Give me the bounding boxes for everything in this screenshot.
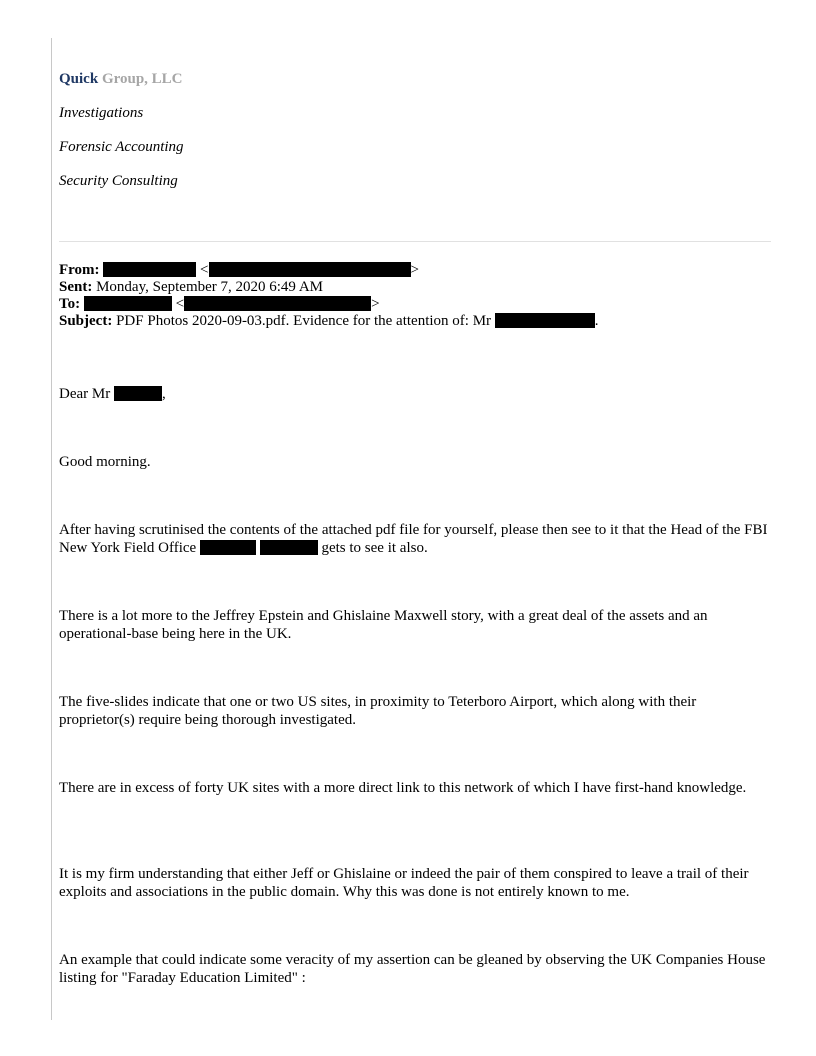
left-margin-rule: [51, 38, 52, 1020]
redacted-head-first-name: [200, 540, 256, 555]
subject-value: PDF Photos 2020-09-03.pdf. Evidence for the attention of: Mr: [116, 313, 492, 329]
service-forensic-accounting: Forensic Accounting: [59, 139, 184, 155]
sent-line: [59, 279, 775, 296]
paragraph-uk-sites: There are in excess of forty UK sites with a more direct link to this network of which I have first-hand knowledge.: [59, 780, 747, 796]
subject-period: .: [594, 313, 599, 329]
redacted-subject-name: [495, 313, 595, 328]
redacted-recipient-name: [84, 296, 172, 311]
sent-value: Monday, September 7, 2020 6:49 AM: [96, 279, 324, 295]
greeting: [59, 385, 775, 403]
paragraph-attached-pdf-text-a: After having scrutinised the contents of the attached pdf file for yourself, please then see to it that the Head of the FBI New York Field Office: [59, 522, 768, 556]
email-header: [59, 262, 775, 330]
redacted-sender-name: [103, 262, 196, 277]
paragraph-attached-pdf-text-b: gets to see it also.: [321, 540, 428, 556]
header-divider: [59, 241, 771, 242]
company-name: [59, 70, 775, 90]
to-gt: >: [371, 296, 380, 312]
greeting-suffix: ,: [161, 386, 166, 402]
service-investigations: Investigations: [59, 105, 144, 121]
from-line: [59, 262, 775, 279]
letterhead: [59, 70, 775, 192]
subject-label: Subject:: [59, 313, 113, 329]
from-gt: >: [410, 262, 419, 278]
company-name-group: Group, LLC: [101, 71, 183, 87]
paragraph-good-morning: Good morning.: [59, 454, 151, 470]
paragraph-firm-understanding: It is my firm understanding that either Jeff or Ghislaine or indeed the pair of them conspired to leave a trail of their exploits and associations in the public domain. Why this was done is not entirely known to me.: [59, 866, 749, 900]
to-label: To:: [59, 296, 81, 312]
to-lt: <: [175, 296, 185, 312]
redacted-sender-email: [209, 262, 411, 277]
service-security-consulting: Security Consulting: [59, 173, 178, 189]
redacted-greeting-name: [114, 386, 162, 401]
redacted-head-last-name: [260, 540, 318, 555]
subject-line: [59, 313, 775, 330]
paragraph-five-slides: The five-slides indicate that one or two US sites, in proximity to Teterboro Airport, which along with their proprietor(s) require being thorough investigated.: [59, 694, 697, 728]
paragraph-example-companies-house: An example that could indicate some veracity of my assertion can be gleaned by observing the UK Companies House listing for "Faraday Education Limited" :: [59, 952, 766, 986]
company-name-quick: Quick: [59, 71, 99, 87]
from-lt: <: [200, 262, 209, 278]
paragraph-epstein-story: There is a lot more to the Jeffrey Epstein and Ghislaine Maxwell story, with a great deal of the assets and an operational-base being here in the UK.: [59, 608, 708, 642]
paragraph-attached-pdf: [59, 521, 775, 557]
greeting-prefix: Dear Mr: [59, 386, 111, 402]
sent-label: Sent:: [59, 279, 93, 295]
to-line: [59, 296, 775, 313]
from-label: From:: [59, 262, 100, 278]
redacted-recipient-email: [184, 296, 371, 311]
